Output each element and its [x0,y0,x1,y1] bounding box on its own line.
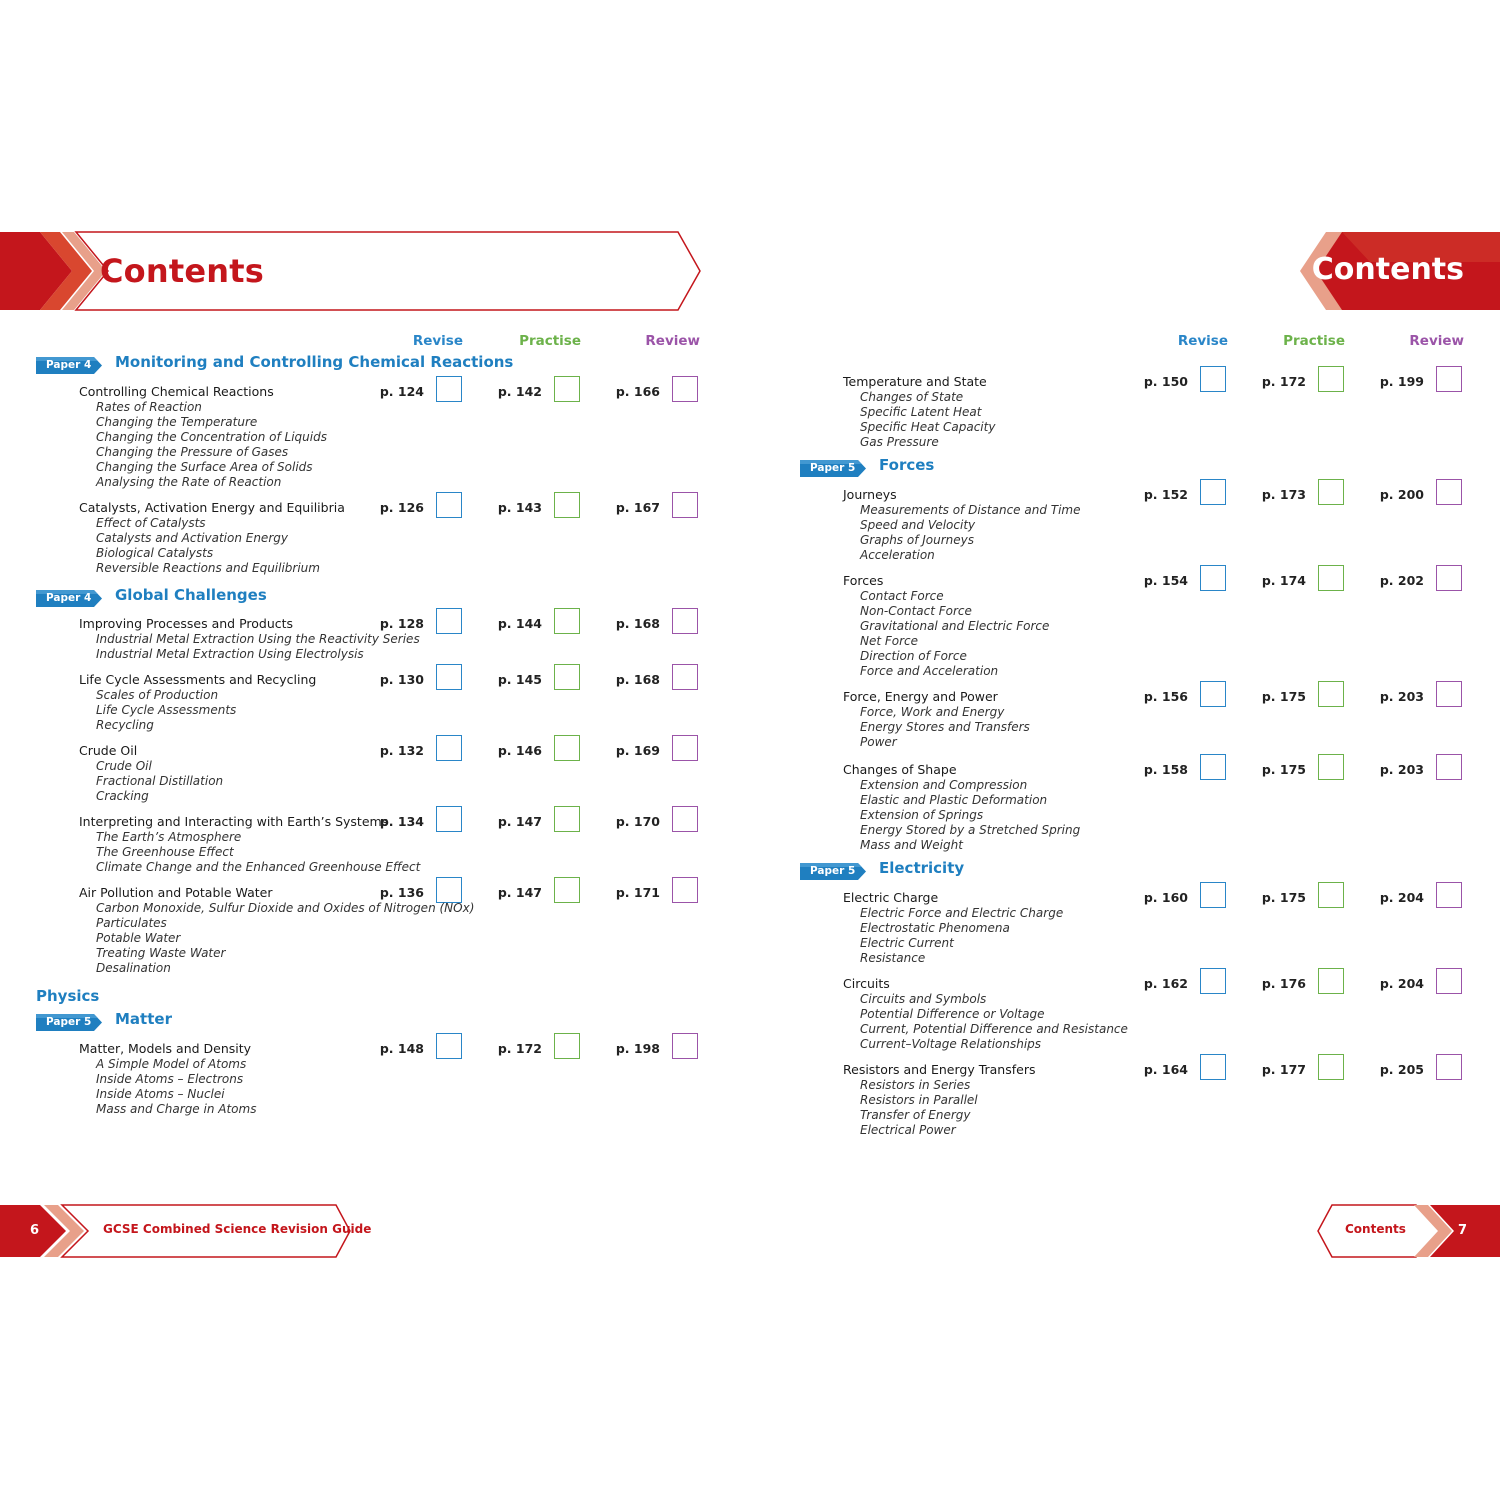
page-ref-review: p. 168 [615,616,660,631]
subtopic-list [96,400,327,491]
review-checkbox[interactable] [1436,479,1462,505]
practise-checkbox[interactable] [1318,968,1344,994]
practise-checkbox[interactable] [1318,366,1344,392]
page-ref-revise: p. 154 [1143,573,1188,588]
page-ref-review: p. 198 [615,1041,660,1056]
subtopic: Net Force [860,634,919,649]
subtopic: Specific Heat Capacity [860,420,996,435]
subtopic: Recycling [96,718,154,733]
subtopic: Climate Change and the Enhanced Greenhouse Effect [96,860,421,875]
subtopic-list [96,688,236,733]
subtopic: Inside Atoms – Electrons [96,1072,244,1087]
review-checkbox[interactable] [1436,882,1462,908]
page-ref-revise: p. 162 [1143,976,1188,991]
subtopic-list [860,589,1049,680]
page-ref-practise: p. 172 [1261,374,1306,389]
subtopic: Reversible Reactions and Equilibrium [96,561,320,576]
review-checkbox[interactable] [1436,1054,1462,1080]
subtopic: Transfer of Energy [860,1108,971,1123]
review-checkbox[interactable] [672,1033,698,1059]
subtopic-list [96,830,420,875]
subtopic: Particulates [96,916,167,931]
review-checkbox[interactable] [1436,968,1462,994]
subtopic: Biological Catalysts [96,546,214,561]
page-ref-review: p. 205 [1379,1062,1424,1077]
subtopic: Energy Stored by a Stretched Spring [860,823,1081,838]
review-checkbox[interactable] [672,376,698,402]
review-checkbox[interactable] [672,877,698,903]
subtopic: Analysing the Rate of Reaction [96,475,282,490]
subtopic: Rates of Reaction [96,400,202,414]
paper-tag-label: Paper 4 [46,359,92,371]
subtopic: Force and Acceleration [860,664,999,679]
subtopic: Circuits and Symbols [860,992,987,1006]
revise-checkbox[interactable] [1200,754,1226,780]
subtopic: A Simple Model of Atoms [96,1057,247,1071]
subtopic: Resistors in Series [860,1078,971,1092]
page-ref-review: p. 167 [615,500,660,515]
revise-checkbox[interactable] [436,376,462,402]
page-ref-revise: p. 128 [379,616,424,631]
topic-title: Life Cycle Assessments and Recycling [79,672,317,687]
subtopic: Power [860,735,897,750]
topic-title: Air Pollution and Potable Water [79,885,273,900]
practise-checkbox[interactable] [554,877,580,903]
subtopic: Changing the Pressure of Gases [96,445,289,460]
page-ref-review: p. 203 [1379,689,1424,704]
subtopic: Crude Oil [96,759,152,773]
subtopic: Direction of Force [860,649,967,664]
subtopic: Electric Force and Electric Charge [860,906,1064,920]
subtopic: Graphs of Journeys [860,533,975,548]
page-ref-revise: p. 130 [379,672,424,687]
subtopic: Speed and Velocity [860,518,976,533]
revise-checkbox[interactable] [436,664,462,690]
subtopic: Energy Stores and Transfers [860,720,1030,735]
subtopic-list [96,516,320,576]
subtopic: Potable Water [96,931,181,946]
page-ref-practise: p. 147 [497,814,542,829]
review-checkbox[interactable] [672,664,698,690]
page-ref-revise: p. 136 [379,885,424,900]
review-checkbox[interactable] [672,806,698,832]
subtopic: Specific Latent Heat [860,405,982,420]
subtopic: Elastic and Plastic Deformation [860,793,1048,808]
page-ref-review: p. 168 [615,672,660,687]
page-ref-review: p. 202 [1379,573,1424,588]
subtopic-list [860,992,1128,1052]
page-ref-practise: p. 144 [497,616,542,631]
revise-checkbox[interactable] [1200,1054,1226,1080]
paper-tag-label: Paper 5 [46,1016,92,1028]
topic-title: Force, Energy and Power [843,689,998,704]
subtopic: Electrostatic Phenomena [860,921,1010,936]
page-ref-practise: p. 176 [1261,976,1306,991]
footer-book-title: GCSE Combined Science Revision Guide [103,1222,372,1236]
subtopic-list [96,1057,256,1117]
page-ref-revise: p. 150 [1143,374,1188,389]
subtopic: Desalination [96,961,171,976]
subtopic: Gas Pressure [860,435,939,450]
review-checkbox[interactable] [1436,754,1462,780]
page-title-right: Contents [1311,252,1464,287]
practise-checkbox[interactable] [1318,754,1344,780]
page-ref-revise: p. 148 [379,1041,424,1056]
page-ref-revise: p. 158 [1143,762,1188,777]
topic-title: Temperature and State [843,374,987,389]
subtopic: Scales of Production [96,688,219,702]
physics-heading: Physics [36,987,100,1005]
topic-title: Improving Processes and Products [79,616,294,631]
practise-checkbox[interactable] [554,806,580,832]
paper-tag-label: Paper 4 [46,592,92,604]
page-ref-review: p. 170 [615,814,660,829]
subtopic: Cracking [96,789,149,804]
page-ref-practise: p. 142 [497,384,542,399]
page-ref-review: p. 204 [1379,890,1424,905]
subtopic: Industrial Metal Extraction Using Electrolysis [96,647,364,662]
revise-checkbox[interactable] [1200,968,1226,994]
practise-checkbox[interactable] [1318,681,1344,707]
subtopic: Changing the Temperature [96,415,258,430]
topic-title: Controlling Chemical Reactions [79,384,274,399]
page-ref-revise: p. 124 [379,384,424,399]
topic-title: Electric Charge [843,890,939,905]
review-checkbox[interactable] [1436,366,1462,392]
paper-tag-label: Paper 5 [810,462,856,474]
revise-checkbox[interactable] [436,877,462,903]
subtopic-list [860,503,1081,563]
revise-checkbox[interactable] [1200,565,1226,591]
review-checkbox[interactable] [672,492,698,518]
page-ref-practise: p. 177 [1261,1062,1306,1077]
paper-tag [36,1014,100,1031]
subtopic-list [860,705,1030,750]
page-ref-practise: p. 147 [497,885,542,900]
column-header-review-left: Review [645,333,700,349]
paper-tag [800,460,864,477]
topic-title: Forces [843,573,884,588]
subtopic: The Earth’s Atmosphere [96,830,242,844]
page-ref-review: p. 200 [1379,487,1424,502]
revise-checkbox[interactable] [436,806,462,832]
practise-checkbox[interactable] [1318,565,1344,591]
page-ref-review: p. 166 [615,384,660,399]
topic-title: Interpreting and Interacting with Earth’s Systems [79,814,389,829]
paper-tag-label: Paper 5 [810,865,856,877]
practise-checkbox[interactable] [554,1033,580,1059]
subtopic: Mass and Weight [860,838,963,853]
subtopic-list [96,901,474,976]
page-ref-practise: p. 175 [1261,689,1306,704]
page-title-left: Contents [100,252,264,290]
page-ref-review: p. 169 [615,743,660,758]
review-checkbox[interactable] [1436,681,1462,707]
subtopic: The Greenhouse Effect [96,845,234,860]
subtopic-list [96,632,420,662]
subtopic: Effect of Catalysts [96,516,206,530]
topic-title: Changes of Shape [843,762,957,777]
page-ref-review: p. 203 [1379,762,1424,777]
paper-tag [36,590,100,607]
page-ref-revise: p. 152 [1143,487,1188,502]
practise-checkbox[interactable] [1318,1054,1344,1080]
review-checkbox[interactable] [1436,565,1462,591]
right-page-number: 7 [1458,1223,1468,1238]
revise-checkbox[interactable] [1200,681,1226,707]
subtopic: Changing the Surface Area of Solids [96,460,313,475]
subtopic: Life Cycle Assessments [96,703,237,718]
practise-checkbox[interactable] [554,608,580,634]
practise-checkbox[interactable] [554,492,580,518]
page-ref-revise: p. 132 [379,743,424,758]
subtopic: Changing the Concentration of Liquids [96,430,327,445]
page-ref-practise: p. 175 [1261,762,1306,777]
page-ref-practise: p. 146 [497,743,542,758]
subtopic: Potential Difference or Voltage [860,1007,1045,1022]
topic-title: Circuits [843,976,890,991]
page-ref-practise: p. 173 [1261,487,1306,502]
column-header-revise-right: Revise [1177,333,1228,349]
column-header-practise-right: Practise [1283,333,1345,349]
subtopic: Gravitational and Electric Force [860,619,1050,634]
subtopic: Measurements of Distance and Time [860,503,1081,517]
revise-checkbox[interactable] [436,1033,462,1059]
topic-title: Resistors and Energy Transfers [843,1062,1036,1077]
subtopic-list [96,759,223,804]
subtopic: Changes of State [860,390,964,404]
section-title: Monitoring and Controlling Chemical Reactions [115,353,514,371]
page-ref-revise: p. 164 [1143,1062,1188,1077]
subtopic: Inside Atoms – Nuclei [96,1087,225,1102]
section-title: Electricity [879,859,965,877]
subtopic: Industrial Metal Extraction Using the Reactivity Series [96,632,420,646]
topic-title: Crude Oil [79,743,138,758]
subtopic: Extension and Compression [860,778,1028,792]
section-title: Global Challenges [115,586,267,604]
page-ref-revise: p. 134 [379,814,424,829]
practise-checkbox[interactable] [554,664,580,690]
page-ref-practise: p. 174 [1261,573,1306,588]
topic-title: Matter, Models and Density [79,1041,252,1056]
practise-checkbox[interactable] [554,735,580,761]
page-ref-practise: p. 145 [497,672,542,687]
revise-checkbox[interactable] [1200,882,1226,908]
page-ref-revise: p. 156 [1143,689,1188,704]
page-ref-revise: p. 160 [1143,890,1188,905]
subtopic: Mass and Charge in Atoms [96,1102,257,1117]
section-title: Matter [115,1010,172,1028]
left-page-number: 6 [30,1223,40,1238]
review-checkbox[interactable] [672,608,698,634]
page-ref-review: p. 171 [615,885,660,900]
subtopic-list [860,1078,978,1138]
paper-tag [800,863,864,880]
paper-tag [36,357,100,374]
subtopic: Electrical Power [860,1123,956,1138]
revise-checkbox[interactable] [1200,479,1226,505]
practise-checkbox[interactable] [1318,479,1344,505]
topic-title: Catalysts, Activation Energy and Equilibria [79,500,345,515]
subtopic: Treating Waste Water [96,946,226,961]
subtopic: Carbon Monoxide, Sulfur Dioxide and Oxides of Nitrogen (NOx) [96,901,475,915]
subtopic-list [860,778,1080,853]
page-ref-practise: p. 175 [1261,890,1306,905]
page-ref-practise: p. 143 [497,500,542,515]
subtopic: Resistors in Parallel [860,1093,978,1108]
subtopic: Current, Potential Difference and Resistance [860,1022,1128,1037]
subtopic-list [860,390,995,450]
page-ref-review: p. 199 [1379,374,1424,389]
column-header-review-right: Review [1409,333,1464,349]
revise-checkbox[interactable] [1200,366,1226,392]
practise-checkbox[interactable] [554,376,580,402]
page-ref-revise: p. 126 [379,500,424,515]
revise-checkbox[interactable] [436,735,462,761]
column-header-practise-left: Practise [519,333,581,349]
subtopic: Current–Voltage Relationships [860,1037,1042,1052]
subtopic: Catalysts and Activation Energy [96,531,288,546]
subtopic: Acceleration [860,548,935,563]
page-ref-practise: p. 172 [497,1041,542,1056]
subtopic: Resistance [860,951,926,966]
subtopic: Extension of Springs [860,808,984,823]
subtopic: Electric Current [860,936,954,951]
subtopic: Force, Work and Energy [860,705,1005,719]
page-ref-review: p. 204 [1379,976,1424,991]
column-header-revise-left: Revise [412,333,463,349]
footer-section-name: Contents [1345,1222,1406,1236]
subtopic: Fractional Distillation [96,774,224,789]
revise-checkbox[interactable] [436,492,462,518]
revise-checkbox[interactable] [436,608,462,634]
subtopic-list [860,906,1063,966]
practise-checkbox[interactable] [1318,882,1344,908]
topic-title: Journeys [843,487,897,502]
subtopic: Non-Contact Force [860,604,972,619]
section-title: Forces [879,456,935,474]
review-checkbox[interactable] [672,735,698,761]
subtopic: Contact Force [860,589,944,603]
